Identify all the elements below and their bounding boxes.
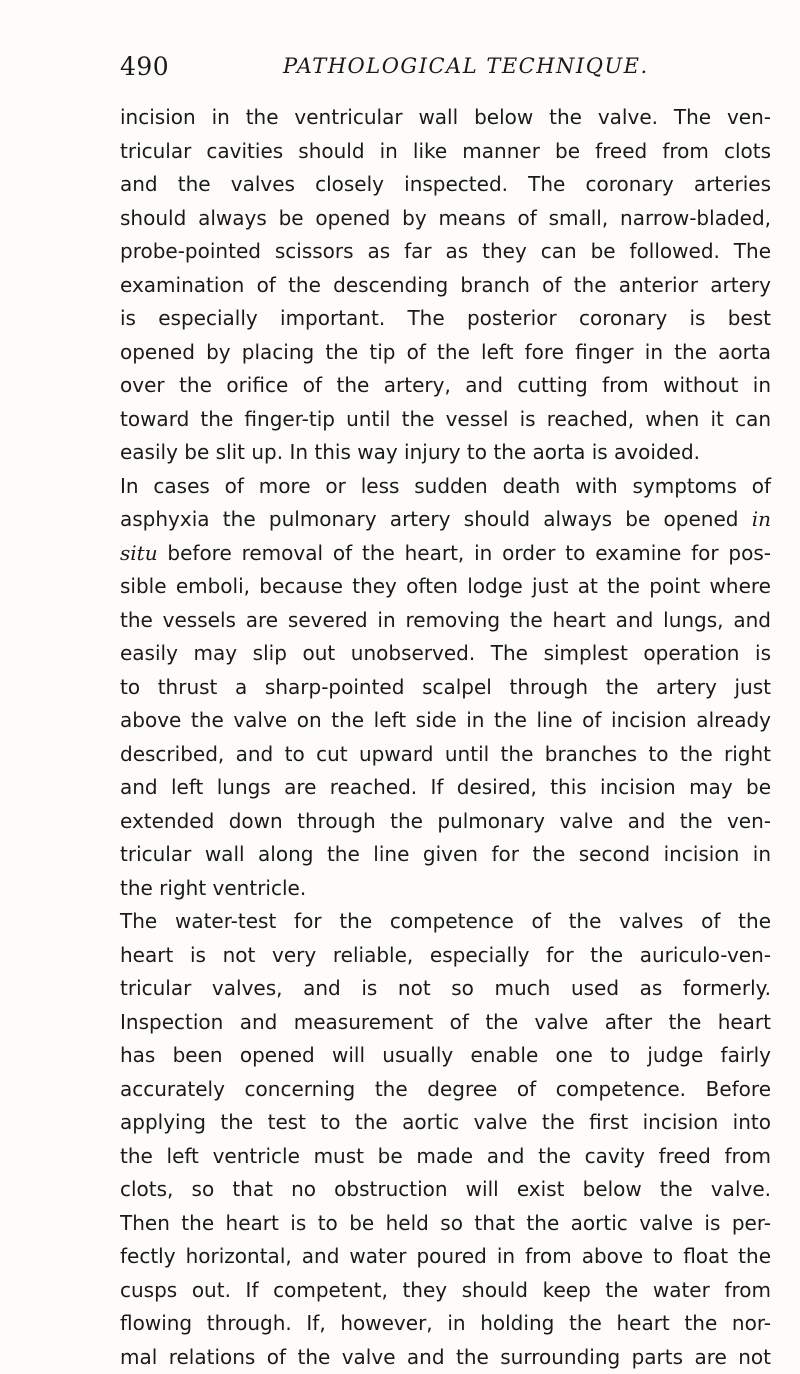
text-line: toward the finger-tip until the vessel is reached, when it can [120, 403, 771, 437]
text-line: to thrust a sharp-pointed scalpel through the artery just [120, 671, 771, 705]
text-line: probe-pointed scissors as far as they can be followed. The [120, 235, 771, 269]
text-line: is especially important. The posterior coronary is best [120, 302, 771, 336]
text-line: Then the heart is to be held so that the aortic valve is per- [120, 1207, 771, 1241]
text-line: applying the test to the aortic valve the first incision into [120, 1106, 771, 1140]
text-line: Inspection and measurement of the valve after the heart [120, 1006, 771, 1040]
text-line: accurately concerning the degree of competence. Before [120, 1073, 771, 1107]
text-line: the right ventricle. [120, 872, 771, 906]
text-line: clots, so that no obstruction will exist below the valve. [120, 1173, 771, 1207]
text-line: and left lungs are reached. If desired, this incision may be [120, 771, 771, 805]
text-line: easily be slit up. In this way injury to the aorta is avoided. [120, 436, 771, 470]
text-line: the vessels are severed in removing the heart and lungs, and [120, 604, 771, 638]
text-line: The water-test for the competence of the valves of the [120, 905, 771, 939]
text-line: over the orifice of the artery, and cutting from without in [120, 369, 771, 403]
page-number: 490 [120, 52, 169, 81]
text-line-with-italic [120, 537, 771, 571]
text-run: asphyxia the pulmonary artery should always be opened [120, 507, 738, 531]
text-line: extended down through the pulmonary valve and the ven- [120, 805, 771, 839]
text-line: opened by placing the tip of the left fore finger in the aorta [120, 336, 771, 370]
text-line: easily may slip out unobserved. The simplest operation is [120, 637, 771, 671]
text-line-with-italic [120, 503, 771, 537]
text-run: before removal of the heart, in order to examine for pos- [167, 541, 771, 565]
text-line: and the valves closely inspected. The coronary arteries [120, 168, 771, 202]
text-line: above the valve on the left side in the line of incision already [120, 704, 771, 738]
text-line: cusps out. If competent, they should keep the water from [120, 1274, 771, 1308]
text-line: mal relations of the valve and the surrounding parts are not [120, 1341, 771, 1374]
text-line: incision in the ventricular wall below the valve. The ven- [120, 101, 771, 135]
text-line: has been opened will usually enable one to judge fairly [120, 1039, 771, 1073]
text-line: heart is not very reliable, especially for the auriculo-ven- [120, 939, 771, 973]
italic-term: situ [120, 541, 158, 565]
text-line: examination of the descending branch of the anterior artery [120, 269, 771, 303]
text-line: flowing through. If, however, in holding the heart the nor- [120, 1307, 771, 1341]
running-title: PATHOLOGICAL TECHNIQUE. [283, 54, 649, 78]
text-line: fectly horizontal, and water poured in from above to float the [120, 1240, 771, 1274]
body-text [120, 101, 771, 1374]
text-line: tricular cavities should in like manner be freed from clots [120, 135, 771, 169]
text-line: tricular valves, and is not so much used as formerly. [120, 972, 771, 1006]
running-head [120, 52, 780, 92]
italic-term: in [752, 507, 771, 531]
text-line: described, and to cut upward until the branches to the right [120, 738, 771, 772]
text-line: tricular wall along the line given for the second incision in [120, 838, 771, 872]
text-line: should always be opened by means of small, narrow-bladed, [120, 202, 771, 236]
text-line: In cases of more or less sudden death with symptoms of [120, 470, 771, 504]
text-line: the left ventricle must be made and the cavity freed from [120, 1140, 771, 1174]
text-line: sible emboli, because they often lodge just at the point where [120, 570, 771, 604]
